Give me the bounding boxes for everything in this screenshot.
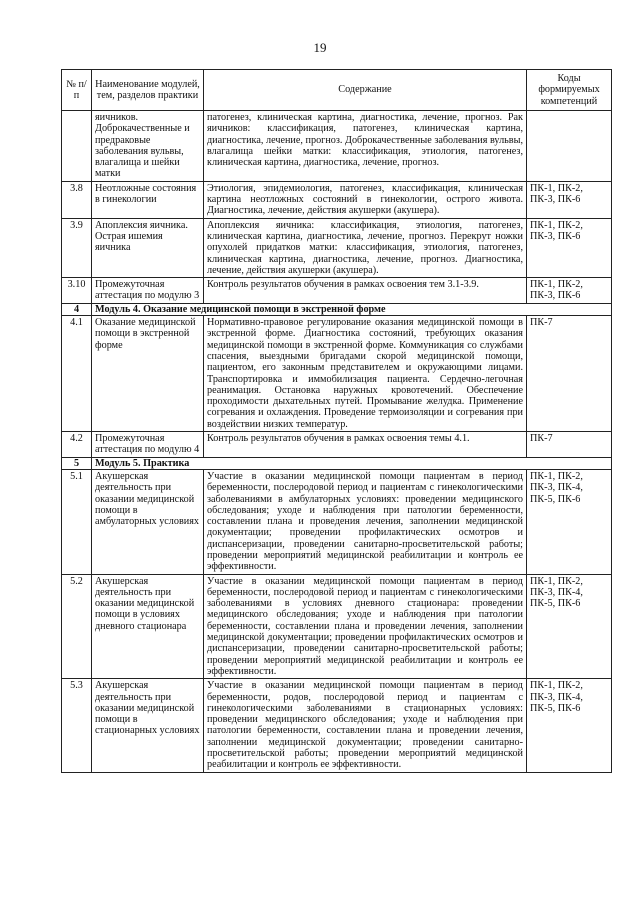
row-content: Этиология, эпидемиология, патогенез, классификация, клиническая картина неотложных состояний в гинекологии, острого живота. Диагностика, лечение, действия акушерки (акушера).	[204, 181, 527, 218]
module-title: Модуль 5. Практика	[92, 457, 612, 469]
table-row	[62, 181, 612, 218]
row-name: Апоплексия яичника. Острая ишемия яичника	[92, 218, 204, 277]
table-row	[62, 111, 612, 182]
row-num: 3.10	[62, 278, 92, 304]
table-header-row	[62, 70, 612, 111]
header-content: Содержание	[204, 70, 527, 111]
module-title: Модуль 4. Оказание медицинской помощи в экстренной форме	[92, 303, 612, 315]
table-row	[62, 278, 612, 304]
header-name: Наименование модулей, тем, разделов практики	[92, 70, 204, 111]
row-num: 4.1	[62, 316, 92, 432]
row-codes: ПК-1, ПК-2, ПК-3, ПК-6	[527, 278, 612, 304]
table-row	[62, 679, 612, 772]
row-codes: ПК-1, ПК-2, ПК-3, ПК-6	[527, 218, 612, 277]
row-content: Контроль результатов обучения в рамках освоения тем 3.1-3.9.	[204, 278, 527, 304]
curriculum-table	[61, 69, 612, 773]
table-row	[62, 432, 612, 458]
table-row	[62, 218, 612, 277]
row-name: Акушерская деятельность при оказании медицинской помощи в амбулаторных условиях	[92, 469, 204, 574]
row-codes	[527, 111, 612, 182]
row-num: 5.1	[62, 469, 92, 574]
table-row	[62, 316, 612, 432]
row-name: Акушерская деятельность при оказании медицинской помощи в стационарных условиях	[92, 679, 204, 772]
table-row	[62, 574, 612, 679]
row-num: 5.2	[62, 574, 92, 679]
row-content: Участие в оказании медицинской помощи пациентам в период беременности, послеродовой период и пациентам с гинекологическими заболеваниями в условиях дневного стационара: проведении медицинского обследования; уходе и наблюдения при патологии беременности, составлении плана и проведении лечения, заполнении медицинской документации; проведении профилактических осмотров и диспансеризации, проведении санитарно-просветительской работы; проведении мероприятий медицинской реабилитации и контроль ее эффективности.	[204, 574, 527, 679]
row-num: 5.3	[62, 679, 92, 772]
module-num: 5	[62, 457, 92, 469]
row-name: Промежуточная аттестация по модулю 4	[92, 432, 204, 458]
row-num: 3.9	[62, 218, 92, 277]
module-row	[62, 303, 612, 315]
row-content: Нормативно-правовое регулирование оказания медицинской помощи в экстренной форме. Диагностика состояний, требующих оказания медицинской помощи в экстренной форме. Коммуникация со службами спасения, выездными бригадами скорой медицинской помощи, пациентом, его законным представителем и окружающими лицами. Транспортировка и иммобилизация пациента. Сердечно-легочная реанимация. Остановка наружных кровотечений. Обеспечение проходимости дыхательных путей. Промывание желудка. Применение согревания и охлаждения. Проведение термоизоляции и согревания при воздействии низких температур.	[204, 316, 527, 432]
header-num: № п/п	[62, 70, 92, 111]
header-codes: Коды формируемых компетенций	[527, 70, 612, 111]
page-number: 19	[313, 40, 327, 55]
module-num: 4	[62, 303, 92, 315]
row-codes: ПК-1, ПК-2, ПК-3, ПК-4, ПК-5, ПК-6	[527, 469, 612, 574]
row-content: Контроль результатов обучения в рамках освоения темы 4.1.	[204, 432, 527, 458]
row-content: патогенез, клиническая картина, диагностика, лечение, прогноз. Рак яичников: классификация, патогенез, клиническая картина, диагностика, лечение, прогноз. Доброкачественные заболевания вульвы, влагалища шейки матки: классификация, этиология, патогенез, клиническая картина, диагностика, лечение, прогноз.	[204, 111, 527, 182]
row-name: Промежуточная аттестация по модулю 3	[92, 278, 204, 304]
row-name: Акушерская деятельность при оказании медицинской помощи в условиях дневного стационара	[92, 574, 204, 679]
table-row	[62, 469, 612, 574]
row-num	[62, 111, 92, 182]
row-codes: ПК-7	[527, 432, 612, 458]
row-content: Апоплексия яичника: классификация, этиология, патогенез, клиническая картина, диагностика, лечение, прогноз. Перекрут ножки опухолей придатков матки: классификация, этиология, патогенез, клиническая картина, диагностика, лечение, прогноз. Диагностика, лечение, действия акушерки (акушера).	[204, 218, 527, 277]
row-num: 4.2	[62, 432, 92, 458]
row-num: 3.8	[62, 181, 92, 218]
row-codes: ПК-1, ПК-2, ПК-3, ПК-6	[527, 181, 612, 218]
module-row	[62, 457, 612, 469]
row-codes: ПК-1, ПК-2, ПК-3, ПК-4, ПК-5, ПК-6	[527, 679, 612, 772]
row-content: Участие в оказании медицинской помощи пациентам в период беременности, послеродовой период и пациентам с гинекологическими заболеваниями в амбулаторных условиях: проведении медицинского обследования; уходе и наблюдения при патологии беременности, составлении плана и проведения лечения, заполнении медицинской документации; проведении профилактических осмотров и диспансеризации, проведении санитарно-просветительской работы; проведении мероприятий медицинской реабилитации и контроль ее эффективности.	[204, 469, 527, 574]
row-name: Неотложные состояния в гинекологии	[92, 181, 204, 218]
row-name: яичников. Доброкачественные и предраковые заболевания вульвы, влагалища и шейки матки	[92, 111, 204, 182]
row-name: Оказание медицинской помощи в экстренной форме	[92, 316, 204, 432]
row-codes: ПК-1, ПК-2, ПК-3, ПК-4, ПК-5, ПК-6	[527, 574, 612, 679]
row-content: Участие в оказании медицинской помощи пациентам в период беременности, родов, послеродовой период и пациентам с гинекологическими заболеваниями в стационарных условиях: проведении медицинского обследования; уходе и наблюдения при патологии беременности, составлении плана и проведении лечения, заполнении медицинской документации; проведении санитарно-просветительской работы; проведении мероприятий медицинской реабилитации и контроль ее эффективности.	[204, 679, 527, 772]
row-codes: ПК-7	[527, 316, 612, 432]
